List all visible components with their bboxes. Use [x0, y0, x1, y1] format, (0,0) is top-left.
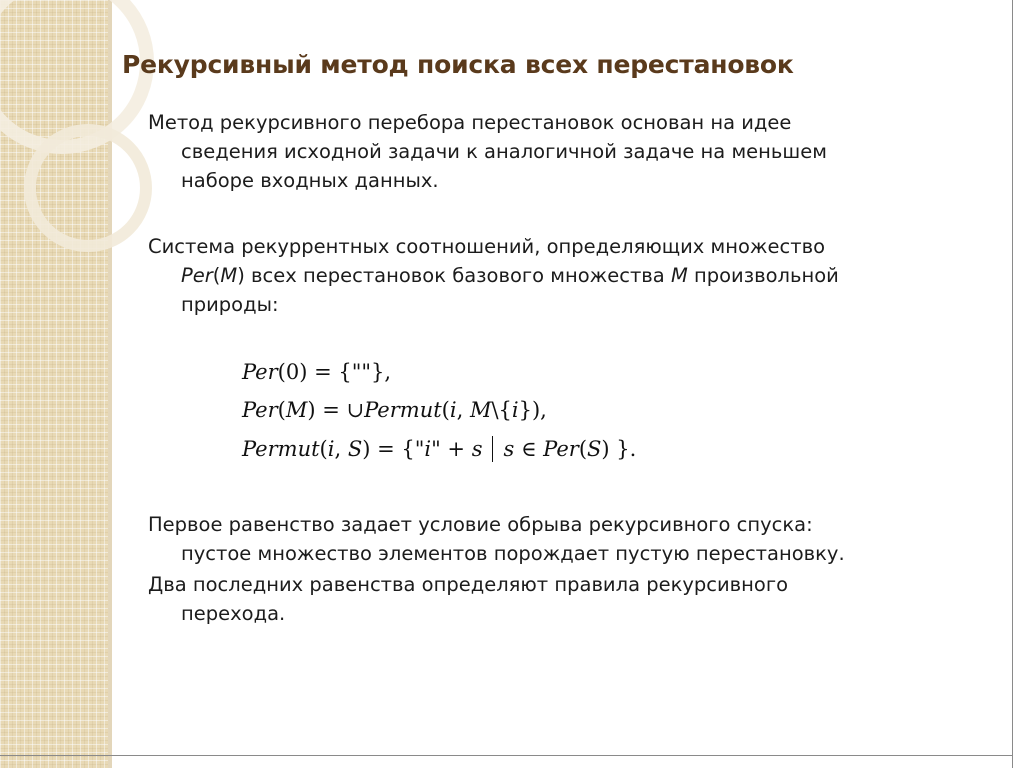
formula-symbol: Per: [543, 437, 579, 461]
paragraph-line: сведения исходной задачи к аналогичной задаче на меньшем: [181, 140, 827, 163]
paragraph-line: Система рекуррентных соотношений, определяющих множество: [148, 235, 825, 258]
formula-symbol: S: [587, 437, 602, 461]
such-that-bar: [492, 436, 493, 462]
per-symbol: Per: [181, 264, 213, 287]
formula-text: \{: [491, 398, 512, 422]
formula-symbol: s: [471, 437, 483, 461]
paragraph-line: Два последних равенства определяют правила рекурсивного: [148, 573, 789, 596]
element-of-symbol: ∈: [514, 437, 544, 461]
set-m-symbol: M: [670, 264, 688, 287]
formula-symbol: s: [503, 437, 515, 461]
paragraph-last-equalities: [148, 570, 968, 628]
formula-symbol: M: [285, 398, 308, 422]
paragraph-method: [148, 108, 968, 195]
formula-text: (: [578, 437, 588, 461]
formula-text: (: [319, 437, 328, 461]
formula-symbol: i: [511, 398, 519, 422]
formula-symbol: Permut: [364, 398, 442, 422]
formula-symbol: M: [469, 398, 492, 422]
formula-permut: [242, 436, 636, 462]
formula-text: }),: [518, 398, 547, 422]
paragraph-system: [148, 232, 968, 319]
formula-symbol: i: [449, 398, 457, 422]
formula-per-zero: [242, 360, 391, 384]
line-text: ) всех перестановок базового множества: [237, 264, 671, 287]
formula-text: ,: [456, 398, 470, 422]
formula-text: ) = ∪: [307, 398, 365, 422]
formula-symbol: Per: [242, 398, 278, 422]
paren-open: (: [212, 264, 221, 287]
formula-symbol: S: [347, 437, 363, 461]
formula-symbol: Per: [242, 360, 278, 384]
formula-text: (: [441, 398, 450, 422]
formula-per-m: [242, 398, 547, 422]
frame-right-edge: [1012, 0, 1013, 768]
paragraph-line: [148, 261, 968, 290]
formula-symbol: i: [327, 437, 335, 461]
paragraph-line: пустое множество элементов порождает пустую перестановку.: [181, 542, 845, 565]
formula-text: (: [277, 398, 286, 422]
formula-symbol: i: [424, 437, 432, 461]
paragraph-line: наборе входных данных.: [181, 169, 439, 192]
slide-title: Рекурсивный метод поиска всех перестановок: [122, 50, 794, 79]
formula-symbol: Permut: [242, 437, 320, 461]
line-text: произвольной: [687, 264, 839, 287]
formula-text: ) = {": [362, 437, 425, 461]
formula-text: (0) = {""},: [277, 360, 392, 384]
paragraph-line: Метод рекурсивного перебора перестановок основан на идее: [148, 111, 792, 134]
frame-bottom-edge: [0, 755, 1012, 756]
formula-text: " +: [431, 437, 472, 461]
paragraph-line: природы:: [181, 293, 279, 316]
paragraph-line: перехода.: [181, 602, 286, 625]
formula-text: ) }.: [601, 437, 637, 461]
formula-text: ,: [334, 437, 348, 461]
paragraph-line: Первое равенство задает условие обрыва рекурсивного спуска:: [148, 513, 813, 536]
set-m-symbol: M: [220, 264, 238, 287]
paragraph-first-equality: [148, 510, 968, 568]
